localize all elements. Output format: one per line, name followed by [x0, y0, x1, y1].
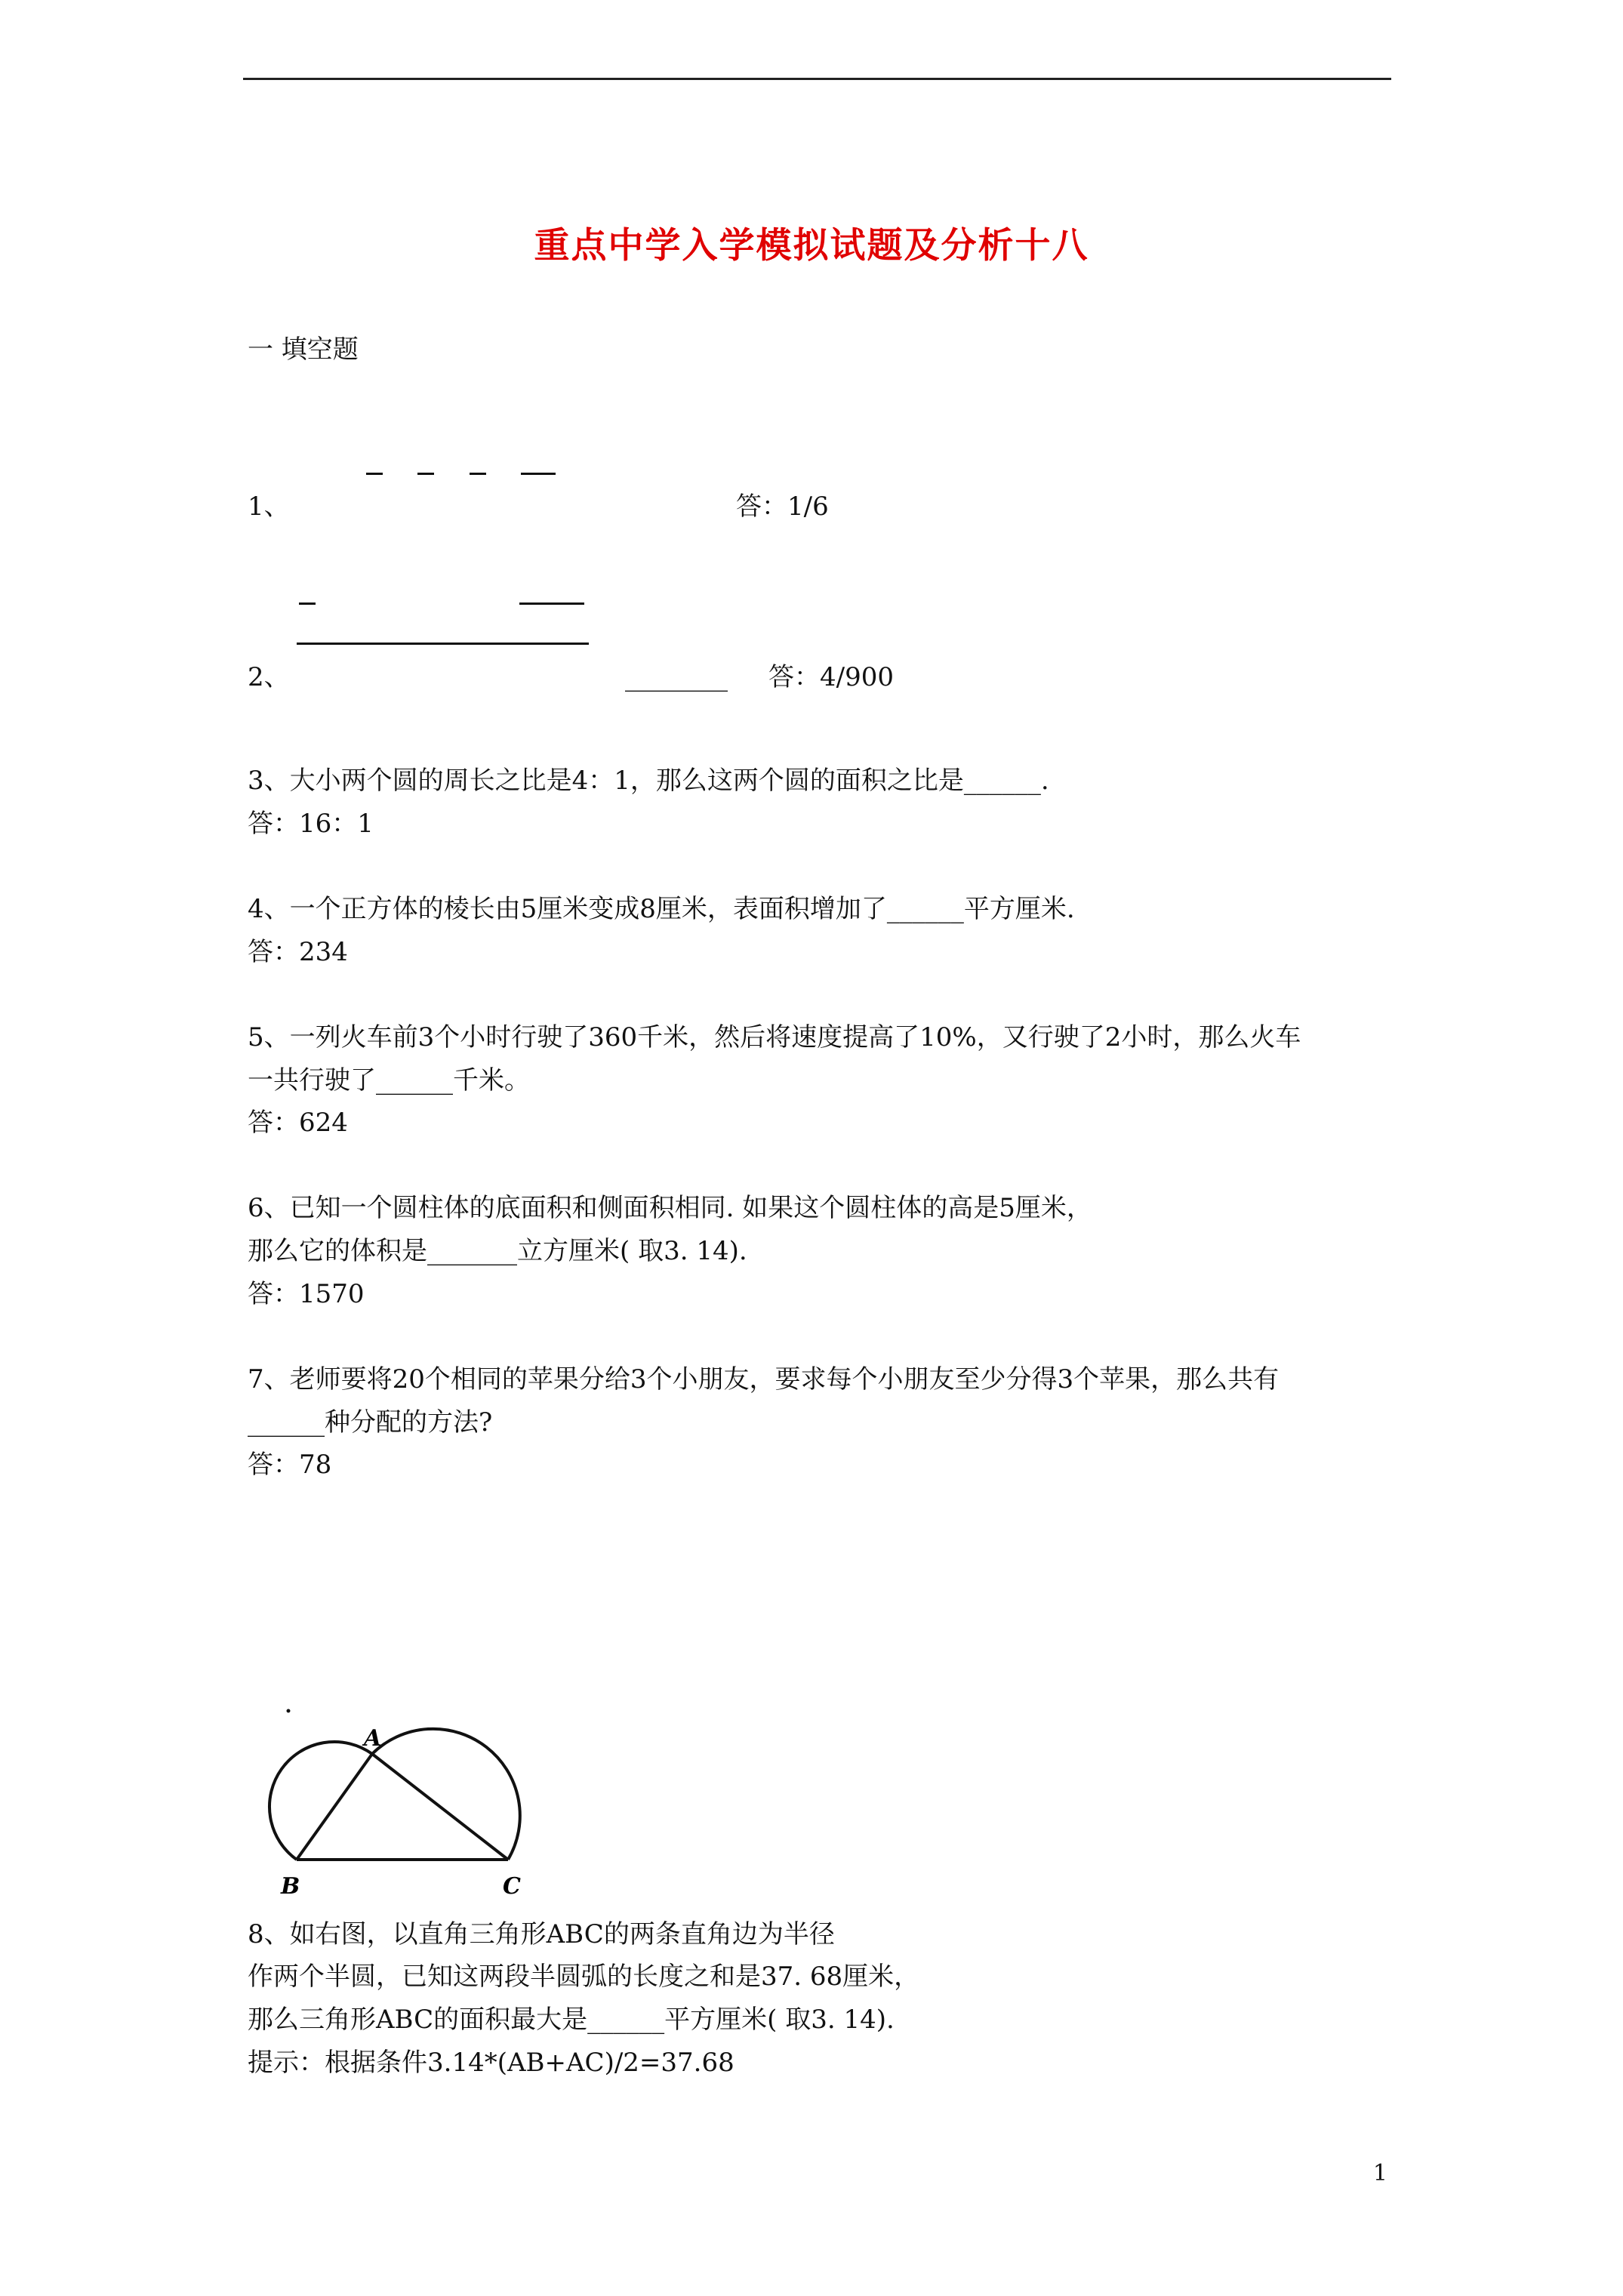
q2-number: 2、: [248, 662, 290, 692]
figure-dot: [287, 1709, 291, 1713]
q8-line1: 8、如右图，以直角三角形ABC的两条直角边为半径: [248, 1919, 835, 1949]
q5-line1: 5、一列火车前3个小时行驶了360千米，然后将速度提高了10%，又行驶了2小时，那么火车: [248, 1022, 1301, 1052]
page-number: 1: [1372, 2160, 1387, 2187]
label-a: A: [364, 1725, 382, 1752]
header-rule: [243, 78, 1391, 80]
q1-fraction-bar-4: [521, 473, 556, 475]
q4-answer: 答：234: [248, 937, 348, 967]
q2-blank: ________: [625, 662, 728, 692]
q3-answer: 答：16：1: [248, 809, 374, 839]
side-ab: [297, 1754, 372, 1860]
q2-fraction-bar-right: [519, 603, 584, 605]
q8-line2: 作两个半圆，已知这两段半圆弧的长度之和是37. 68厘米，: [248, 1962, 920, 1992]
q2-main-fraction-bar: [297, 643, 589, 645]
q7-line2: ______种分配的方法?: [248, 1407, 493, 1438]
q4-text: 4、一个正方体的棱长由5厘米变成8厘米，表面积增加了______平方厘米.: [248, 894, 1075, 924]
q1-fraction-bar-1: [366, 473, 383, 475]
q1-fraction-bar-2: [417, 473, 434, 475]
semicircles-triangle-figure: [249, 1691, 536, 1903]
q6-answer: 答：1570: [248, 1279, 365, 1309]
label-b: B: [281, 1873, 300, 1900]
arc-ac: [372, 1729, 520, 1860]
label-c: C: [503, 1873, 521, 1900]
q7-line1: 7、老师要将20个相同的苹果分给3个小朋友，要求每个小朋友至少分得3个苹果，那么共有: [248, 1364, 1280, 1395]
side-ac: [372, 1754, 508, 1860]
section-heading: 一 填空题: [248, 334, 359, 365]
q3-text: 3、大小两个圆的周长之比是4：1，那么这两个圆的面积之比是______.: [248, 766, 1049, 796]
q1-fraction-bar-3: [470, 473, 486, 475]
q7-answer: 答：78: [248, 1450, 332, 1480]
q8-line3: 那么三角形ABC的面积最大是______平方厘米( 取3. 14).: [248, 2005, 895, 2035]
q2-answer: 答：4/900: [768, 662, 894, 692]
page-title: 重点中学入学模拟试题及分析十八: [534, 225, 1089, 267]
q5-answer: 答：624: [248, 1108, 348, 1138]
q2-fraction-bar-small: [299, 603, 316, 605]
arc-ab: [269, 1742, 372, 1860]
q5-line2: 一共行驶了______千米。: [248, 1065, 530, 1096]
q1-answer: 答：1/6: [736, 492, 829, 522]
q1-number: 1、: [248, 492, 290, 522]
q8-hint: 提示：根据条件3.14*(AB+AC)/2=37.68: [248, 2048, 735, 2078]
q6-line2: 那么它的体积是_______立方厘米( 取3. 14).: [248, 1236, 747, 1266]
q6-line1: 6、已知一个圆柱体的底面积和侧面积相同. 如果这个圆柱体的高是5厘米，: [248, 1193, 1092, 1223]
